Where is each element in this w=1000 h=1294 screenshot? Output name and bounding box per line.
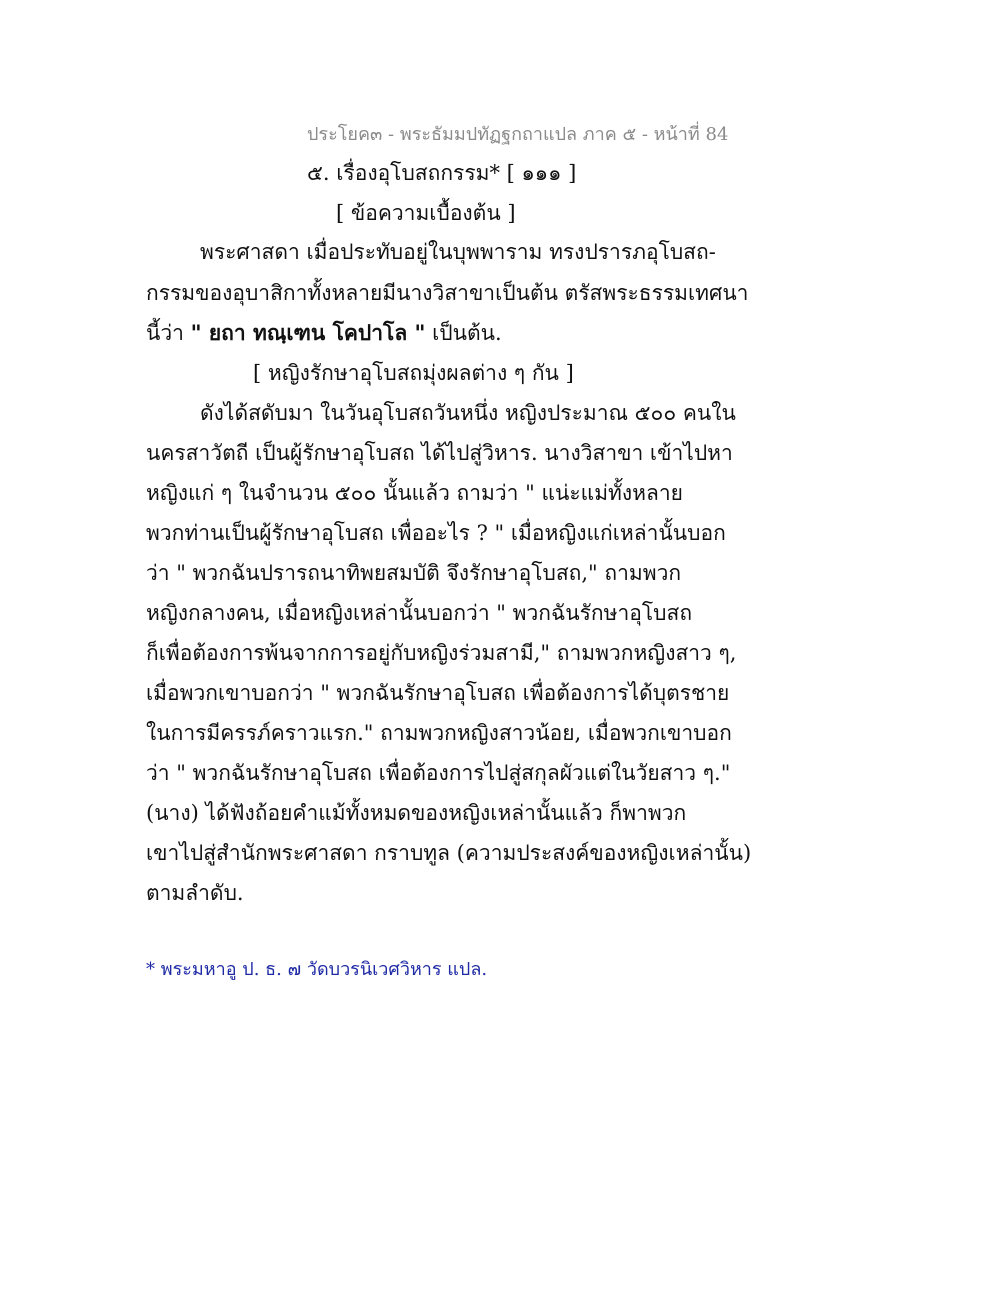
paragraph2-line: ดังได้สดับมา ในวันอุโบสถวันหนึ่ง หญิงประมาณ ๕๐๐ คนใน	[200, 401, 736, 425]
story-title: ๕. เรื่องอุโบสถกรรม* [ ๑๑๑ ]	[307, 161, 577, 185]
section-heading-opening: [ ข้อความเบื้องต้น ]	[336, 201, 516, 225]
paragraph2-line: หญิงแก่ ๆ ในจำนวน ๕๐๐ นั้นแล้ว ถามว่า " แน่ะแม่ทั้งหลาย	[146, 481, 683, 505]
running-header: ประโยค๓ - พระธัมมปทัฏฐกถาแปล ภาค ๕ - หน้าที่ 84	[307, 124, 729, 145]
paragraph2-line: ในการมีครรภ์คราวแรก." ถามพวกหญิงสาวน้อย, เมื่อพวกเขาบอก	[146, 721, 732, 745]
paragraph2-line: เมื่อพวกเขาบอกว่า " พวกฉันรักษาอุโบสถ เพื่อต้องการได้บุตรชาย	[146, 681, 730, 705]
paragraph2-line: นครสาวัตถี เป็นผู้รักษาอุโบสถ ได้ไปสู่วิหาร. นางวิสาขา เข้าไปหา	[146, 441, 733, 465]
paragraph2-line: ตามลำดับ.	[146, 881, 244, 905]
pali-quote: " ยถา ทณฺเฑน โคปาโล "	[190, 320, 426, 345]
paragraph1-line2: กรรมของอุบาสิกาทั้งหลายมีนางวิสาขาเป็นต้น ตรัสพระธรรมเทศนา	[146, 281, 749, 305]
paragraph2-line: พวกท่านเป็นผู้รักษาอุโบสถ เพื่ออะไร ? " เมื่อหญิงแก่เหล่านั้นบอก	[146, 521, 726, 545]
paragraph2-line: ว่า " พวกฉันรักษาอุโบสถ เพื่อต้องการไปสู่สกุลผัวแต่ในวัยสาว ๆ."	[146, 761, 731, 785]
section-heading-women: [ หญิงรักษาอุโบสถมุ่งผลต่าง ๆ กัน ]	[253, 361, 574, 385]
paragraph2-line: (นาง) ได้ฟังถ้อยคำแม้ทั้งหมดของหญิงเหล่านั้นแล้ว ก็พาพวก	[146, 801, 687, 825]
paragraph2-line: ก็เพื่อต้องการพ้นจากการอยู่กับหญิงร่วมสามี," ถามพวกหญิงสาว ๆ,	[146, 641, 737, 665]
paragraph1-line3-prefix: นี้ว่า	[146, 321, 191, 345]
paragraph2-line: หญิงกลางคน, เมื่อหญิงเหล่านั้นบอกว่า " พวกฉันรักษาอุโบสถ	[146, 601, 693, 625]
paragraph2-line: ว่า " พวกฉันปรารถนาทิพยสมบัติ จึงรักษาอุโบสถ," ถามพวก	[146, 561, 682, 585]
paragraph1-line3	[146, 318, 502, 348]
footnote: * พระมหาอู ป. ธ. ๗ วัดบวรนิเวศวิหาร แปล.	[146, 959, 488, 980]
paragraph2-line: เขาไปสู่สำนักพระศาสดา กราบทูล (ความประสงค์ของหญิงเหล่านั้น)	[146, 841, 752, 865]
paragraph1-line3-suffix: เป็นต้น.	[425, 321, 502, 345]
paragraph1-line1: พระศาสดา เมื่อประทับอยู่ในบุพพาราม ทรงปรารภอุโบสถ-	[200, 240, 716, 264]
